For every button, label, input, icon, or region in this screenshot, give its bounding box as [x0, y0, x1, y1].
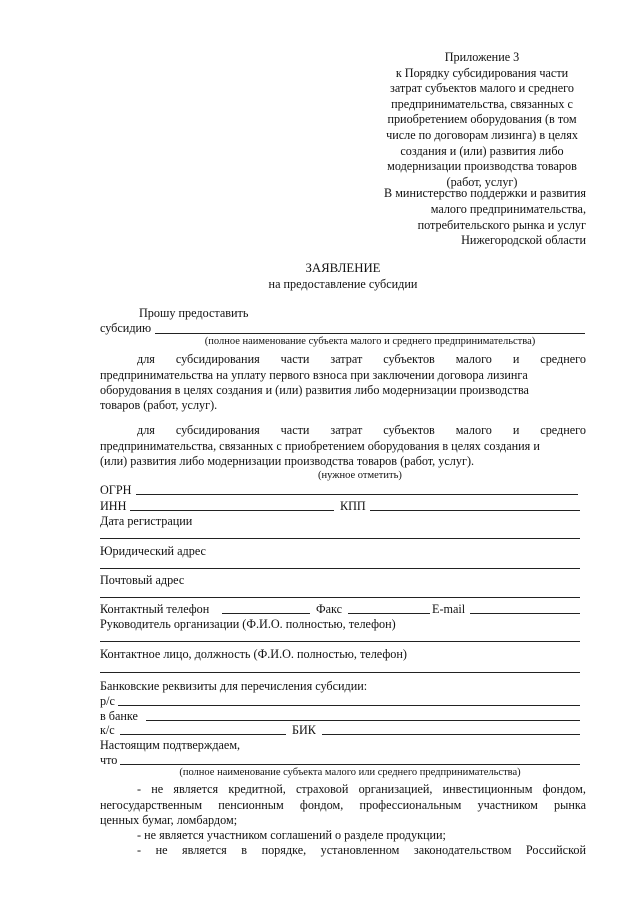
kpp-label: КПП — [340, 499, 366, 513]
confirm-item3-line1: - не является в порядке, установленном законодательством Российской — [137, 843, 586, 857]
addressee-line: потребительского рынка и услуг — [417, 217, 586, 232]
phone-line[interactable] — [222, 613, 310, 614]
option1-line3: оборудования в целях создания и (или) развития либо модернизации производства — [100, 383, 529, 397]
confirm-text: Настоящим подтверждаем, — [100, 738, 241, 752]
corr-line[interactable] — [120, 734, 286, 735]
contact-line[interactable] — [100, 672, 580, 673]
email-label: E-mail — [432, 602, 466, 616]
option2-line1: для субсидирования части затрат субъектов малого и среднего — [137, 423, 586, 437]
legal-address-label: Юридический адрес — [100, 544, 206, 558]
option2-line2: предпринимательства, связанных с приобретением оборудования в целях создания и — [100, 439, 540, 453]
option2-line3: (или) развития либо модернизации производства товаров (работ, услуг). — [100, 454, 475, 468]
inn-line[interactable] — [130, 510, 334, 511]
addressee-line: В министерство поддержки и развития — [384, 186, 586, 200]
account-label: р/с — [100, 694, 115, 708]
head-line[interactable] — [100, 641, 580, 642]
appendix-line: к Порядку субсидирования части — [395, 65, 569, 80]
confirm-item1-line3: ценных бумаг, ломбардом; — [100, 813, 238, 827]
option1-line1: для субсидирования части затрат субъектов малого и среднего — [137, 352, 586, 366]
confirm-item1-line2: негосударственным пенсионным фондом, профессиональным участником рынка — [100, 798, 586, 812]
fax-label: Факс — [316, 602, 343, 616]
request-intro: Прошу предоставить — [139, 306, 249, 320]
phone-label: Контактный телефон — [100, 602, 210, 616]
head-label: Руководитель организации (Ф.И.О. полностью, телефон) — [100, 617, 396, 631]
kpp-line[interactable] — [370, 510, 580, 511]
subsidy-label: субсидию — [100, 321, 152, 335]
corr-label: к/с — [100, 723, 115, 737]
account-line[interactable] — [118, 705, 580, 706]
document-subtitle: на предоставление субсидии — [268, 277, 418, 291]
appendix-line: (работ, услуг) — [446, 174, 518, 189]
appendix-line: предпринимательства, связанных с — [391, 96, 573, 111]
appendix-line: Приложение 3 — [444, 50, 520, 64]
appendix-line: затрат субъектов малого и среднего — [390, 81, 574, 96]
option2-hint: (нужное отметить) — [318, 470, 402, 481]
addressee-line: Нижегородской области — [461, 233, 586, 248]
appendix-line: числе по договорам лизинга) в целях — [386, 127, 578, 142]
option1-line4: товаров (работ, услуг). — [100, 398, 218, 412]
postal-address-line[interactable] — [100, 597, 580, 598]
confirm-item2: - не является участником соглашений о разделе продукции; — [137, 828, 446, 842]
bik-label: БИК — [292, 723, 316, 737]
subsidy-name-line[interactable] — [155, 333, 585, 334]
appendix-block — [362, 50, 602, 190]
addressee-block — [330, 186, 586, 249]
legal-address-line[interactable] — [100, 568, 580, 569]
addressee-line: малого предпринимательства, — [430, 201, 586, 216]
bank-title: Банковские реквизиты для перечисления субсидии: — [100, 679, 368, 693]
email-line[interactable] — [470, 613, 580, 614]
appendix-line: модернизации производства товаров — [387, 159, 577, 174]
confirm-hint: (полное наименование субъекта малого или среднего предпринимательства) — [179, 767, 521, 778]
bik-line[interactable] — [322, 734, 580, 735]
appendix-line: приобретением оборудования (в том — [387, 112, 577, 127]
bank-line[interactable] — [146, 720, 580, 721]
confirm-name-line[interactable] — [120, 764, 580, 765]
postal-address-label: Почтовый адрес — [100, 573, 185, 587]
subsidy-hint: (полное наименование субъекта малого и среднего предпринимательства) — [204, 336, 536, 347]
document-title: ЗАЯВЛЕНИЕ — [305, 261, 381, 275]
appendix-line: создания и (или) развития либо — [400, 143, 564, 158]
confirm-item1-line1: - не является кредитной, страховой организацией, инвестиционным фондом, — [137, 782, 586, 796]
inn-label: ИНН — [100, 499, 127, 513]
fax-line[interactable] — [348, 613, 430, 614]
option1-line2: предпринимательства на уплату первого взноса при заключении договора лизинга — [100, 368, 528, 382]
contact-label: Контактное лицо, должность (Ф.И.О. полностью, телефон) — [100, 647, 407, 661]
bank-label: в банке — [100, 709, 138, 723]
reg-date-line[interactable] — [100, 538, 580, 539]
reg-date-label: Дата регистрации — [100, 514, 193, 528]
ogrn-label: ОГРН — [100, 483, 132, 497]
confirm-what: что — [100, 753, 118, 767]
ogrn-line[interactable] — [136, 494, 578, 495]
